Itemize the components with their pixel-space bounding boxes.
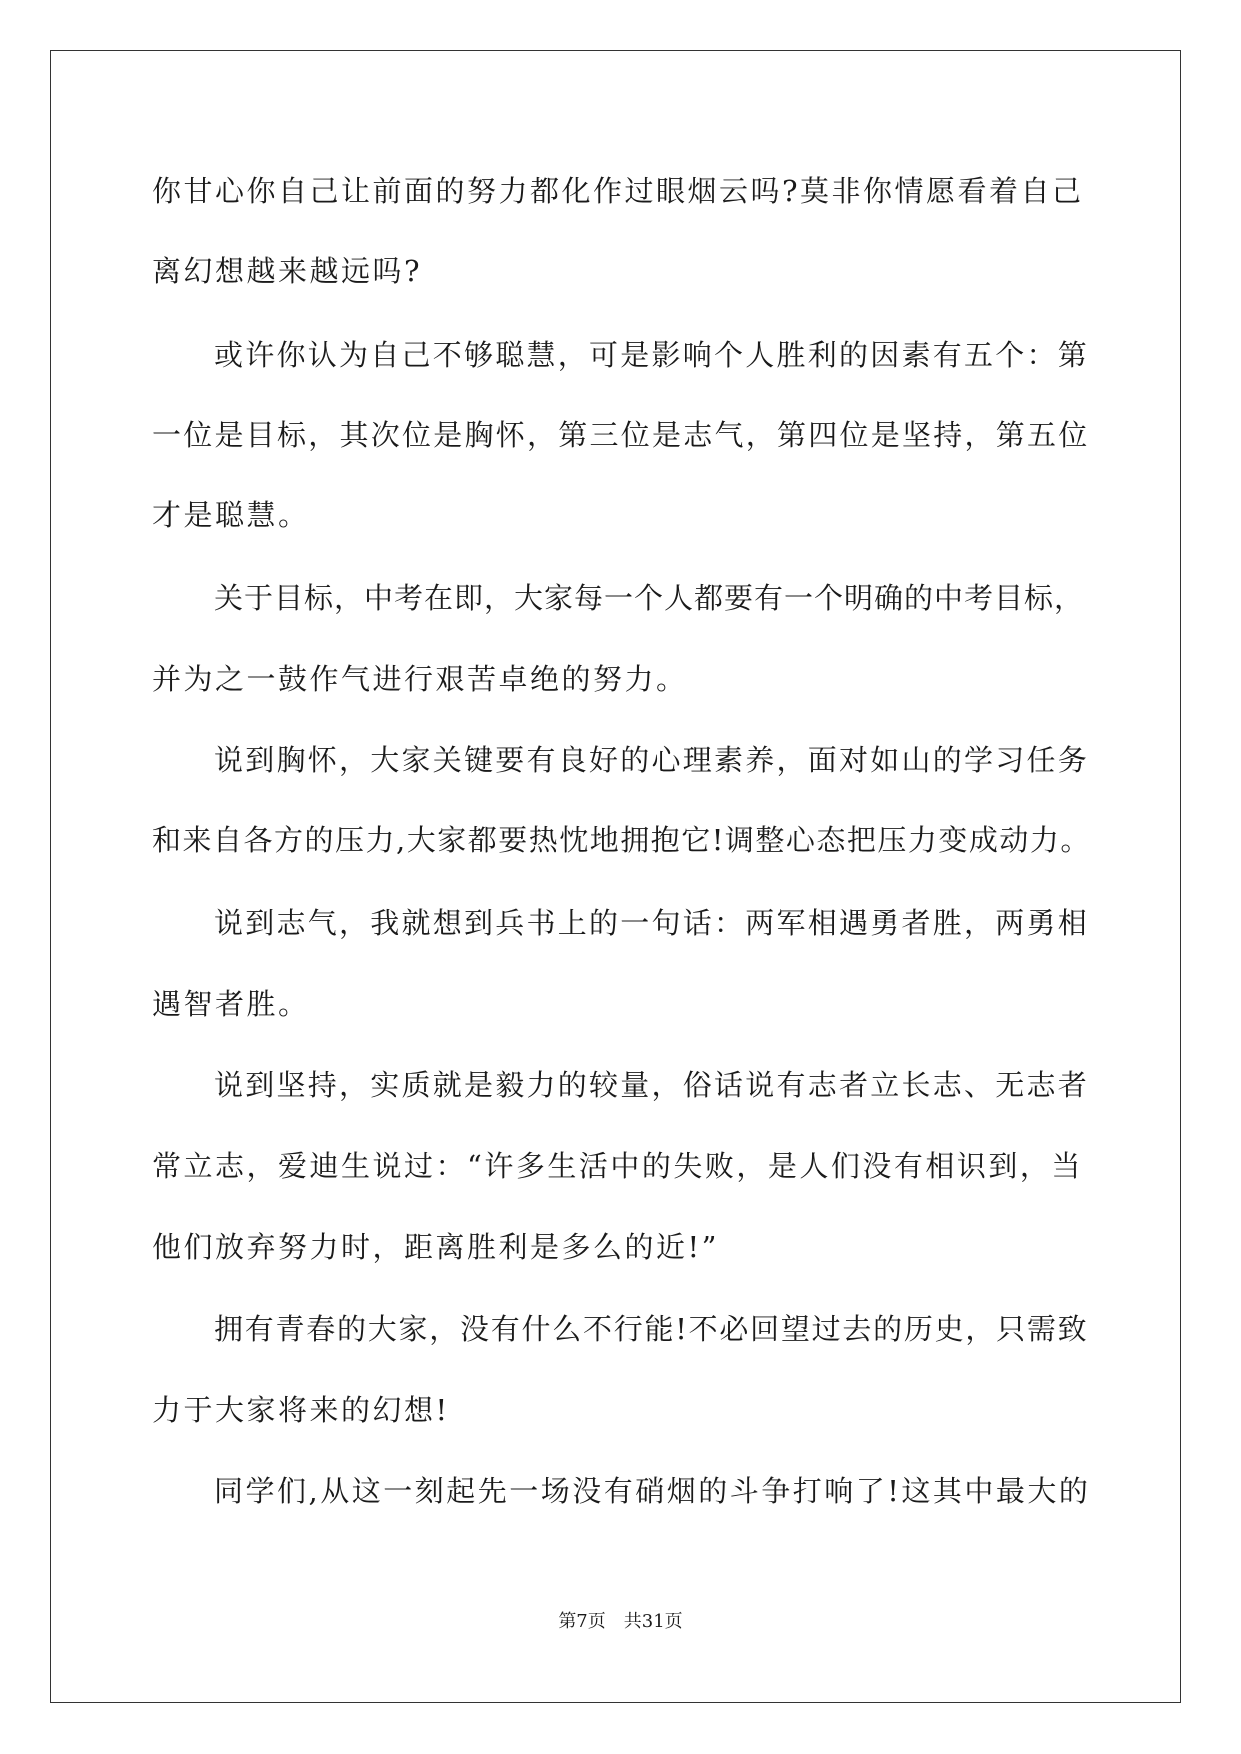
text-line-1: 你甘心你自己让前面的努力都化作过眼烟云吗?莫非你情愿看着自己 xyxy=(152,174,1084,208)
text-line-6: 关于目标，中考在即，大家每一个人都要有一个明确的中考目标， xyxy=(214,581,1085,615)
text-line-5: 才是聪慧。 xyxy=(152,498,310,532)
text-line-7: 并为之一鼓作气进行艰苦卓绝的努力。 xyxy=(152,662,688,696)
text-line-2: 离幻想越来越远吗? xyxy=(152,254,423,288)
text-line-17: 同学们,从这一刻起先一场没有硝烟的斗争打响了!这其中最大的 xyxy=(214,1474,1091,1508)
text-line-12: 说到坚持，实质就是毅力的较量，俗话说有志者立长志、无志者 xyxy=(214,1068,1090,1102)
text-line-13: 常立志，爱迪生说过：“许多生活中的失败，是人们没有相识到，当 xyxy=(152,1149,1083,1183)
text-line-14: 他们放弃努力时，距离胜利是多么的近!” xyxy=(152,1230,719,1264)
text-line-8: 说到胸怀，大家关键要有良好的心理素养，面对如山的学习任务 xyxy=(214,743,1090,777)
text-line-16: 力于大家将来的幻想! xyxy=(152,1393,450,1427)
text-line-11: 遇智者胜。 xyxy=(152,987,310,1021)
text-line-10: 说到志气，我就想到兵书上的一句话：两军相遇勇者胜，两勇相 xyxy=(214,906,1090,940)
text-line-9: 和来自各方的压力,大家都要热忱地拥抱它!调整心态把压力变成动力。 xyxy=(152,823,1091,857)
text-line-15: 拥有青春的大家，没有什么不行能!不必回望过去的历史，只需致 xyxy=(214,1312,1089,1346)
page-number-footer: 第7页 共31页 xyxy=(558,1611,683,1632)
text-line-4: 一位是目标，其次位是胸怀，第三位是志气，第四位是坚持，第五位 xyxy=(152,418,1090,452)
text-line-3: 或许你认为自己不够聪慧，可是影响个人胜利的因素有五个：第 xyxy=(214,338,1090,372)
page-border xyxy=(50,50,1181,1703)
